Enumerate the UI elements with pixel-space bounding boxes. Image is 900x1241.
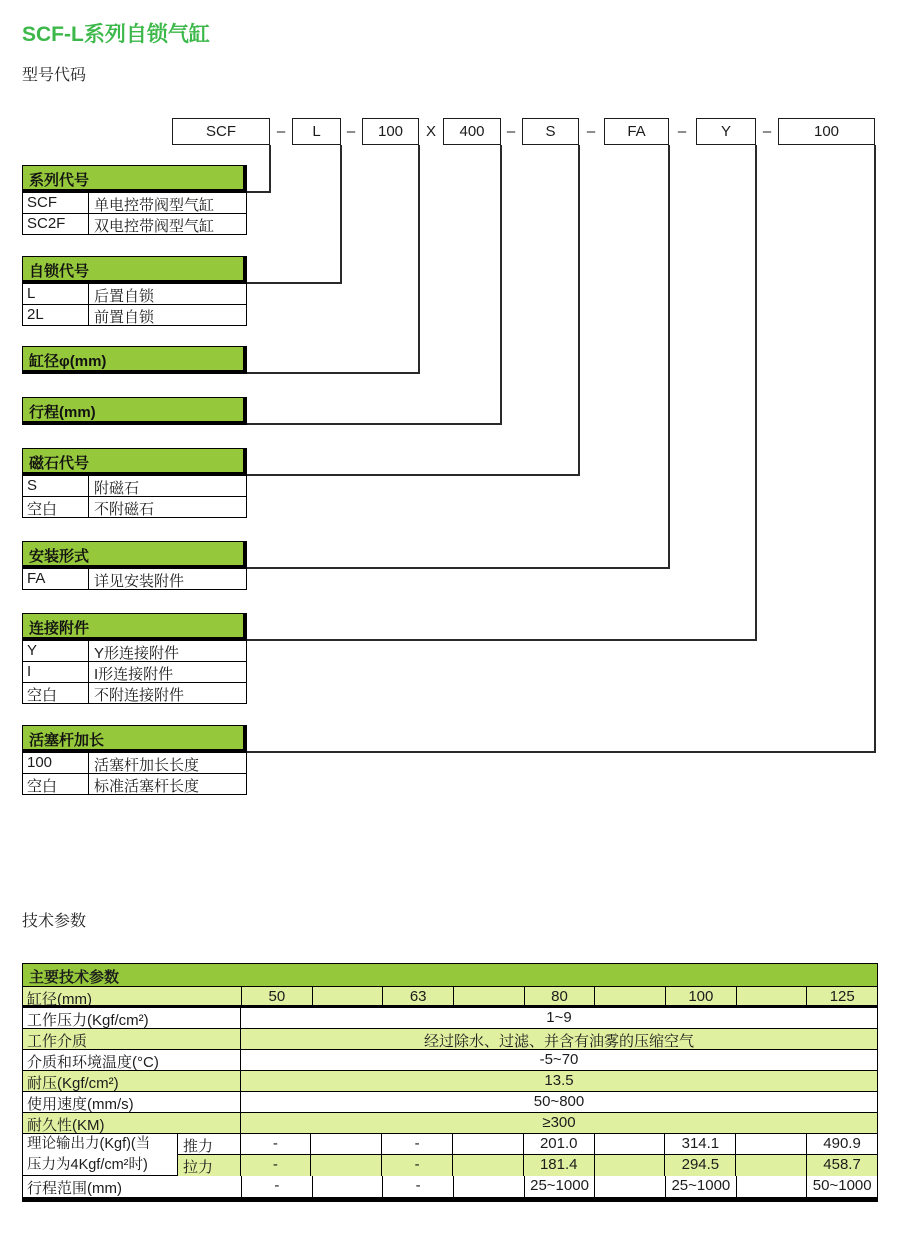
code-table-row bbox=[22, 774, 247, 795]
stroke-cell: - bbox=[382, 1176, 453, 1197]
code-cell-code: I bbox=[23, 662, 89, 682]
stroke-cell bbox=[312, 1176, 383, 1197]
model-code-separator: – bbox=[506, 123, 516, 140]
force-subrows bbox=[178, 1134, 877, 1175]
force-cell bbox=[594, 1155, 665, 1176]
code-cell-description: 不附磁石 bbox=[94, 501, 155, 518]
tech-row-diameter bbox=[23, 987, 877, 1008]
model-code-box: 400 bbox=[443, 118, 501, 145]
diameter-cell: 80 bbox=[524, 987, 595, 1005]
force-cell: 181.4 bbox=[523, 1155, 594, 1176]
connector-vertical-line bbox=[500, 145, 502, 425]
code-cell-code: FA bbox=[23, 569, 89, 589]
connector-vertical-line bbox=[269, 145, 271, 193]
sub-label: 推力 bbox=[183, 1138, 214, 1155]
force-cell bbox=[452, 1134, 523, 1154]
force-cell: 294.5 bbox=[664, 1155, 735, 1176]
force-cell bbox=[310, 1134, 381, 1154]
diameter-cell: 50 bbox=[241, 987, 312, 1005]
connector-horizontal-line bbox=[247, 639, 756, 641]
row-value: 50~800 bbox=[533, 1093, 585, 1110]
code-cell-description: 详见安装附件 bbox=[94, 573, 185, 590]
stroke-cell bbox=[453, 1176, 524, 1197]
code-cell-description: 附磁石 bbox=[94, 480, 140, 497]
force-cell: - bbox=[381, 1134, 452, 1154]
code-table-row bbox=[22, 284, 247, 305]
tech-table bbox=[22, 963, 878, 1202]
code-cell-description: 活塞杆加长长度 bbox=[94, 757, 200, 774]
section-header-bar: 活塞杆加长 bbox=[22, 725, 247, 753]
section-header-bar: 自锁代号 bbox=[22, 256, 247, 284]
force-cell: - bbox=[381, 1155, 452, 1176]
connector-horizontal-line bbox=[247, 191, 270, 193]
force-cell bbox=[452, 1155, 523, 1176]
row-label: 使用速度(mm/s) bbox=[23, 1092, 241, 1112]
model-code-box: SCF bbox=[172, 118, 270, 145]
model-code-separator: – bbox=[586, 123, 596, 140]
force-cell bbox=[735, 1134, 806, 1154]
model-code-separator: X bbox=[425, 123, 436, 140]
row-value: ≥300 bbox=[542, 1114, 576, 1131]
code-cell-code: 100 bbox=[23, 753, 89, 773]
model-code-box: S bbox=[522, 118, 579, 145]
row-value: 13.5 bbox=[544, 1072, 574, 1089]
row-label-force bbox=[23, 1134, 178, 1175]
diameter-cell bbox=[594, 987, 665, 1005]
code-cell-description: 不附连接附件 bbox=[94, 687, 185, 704]
page-title: SCF-L系列自锁气缸 bbox=[22, 23, 210, 46]
tech-row bbox=[23, 1050, 877, 1071]
code-cell-description: I形连接附件 bbox=[94, 666, 174, 683]
connector-vertical-line bbox=[755, 145, 757, 641]
row-label: 缸径(mm) bbox=[27, 991, 92, 1008]
force-label-line2: 压力为4Kgf/cm²时) bbox=[27, 1156, 148, 1173]
section-header-bar: 磁石代号 bbox=[22, 448, 247, 476]
force-cell: 201.0 bbox=[523, 1134, 594, 1154]
code-table-row bbox=[22, 683, 247, 704]
section-header-bar: 缸径φ(mm) bbox=[22, 346, 247, 374]
stroke-cell: 50~1000 bbox=[806, 1176, 877, 1197]
force-row-push bbox=[178, 1134, 877, 1155]
connector-horizontal-line bbox=[247, 372, 419, 374]
code-cell-code: Y bbox=[23, 641, 89, 661]
model-code-separator: – bbox=[346, 123, 356, 140]
connector-horizontal-line bbox=[247, 474, 579, 476]
stroke-cell bbox=[736, 1176, 807, 1197]
code-table-row bbox=[22, 569, 247, 590]
row-value: 1~9 bbox=[546, 1009, 572, 1026]
code-cell-description: 标准活塞杆长度 bbox=[94, 778, 200, 795]
connector-vertical-line bbox=[668, 145, 670, 569]
code-table-row bbox=[22, 305, 247, 326]
model-code-box: L bbox=[292, 118, 341, 145]
tech-row-force bbox=[23, 1134, 877, 1176]
model-code-box: 100 bbox=[362, 118, 419, 145]
code-table-row bbox=[22, 476, 247, 497]
force-cell: - bbox=[240, 1155, 311, 1176]
code-cell-code: L bbox=[23, 284, 89, 304]
connector-horizontal-line bbox=[247, 567, 669, 569]
row-label: 工作介质 bbox=[23, 1029, 241, 1049]
row-label: 行程范围(mm) bbox=[27, 1180, 122, 1197]
connector-vertical-line bbox=[874, 145, 876, 753]
code-cell-code: 2L bbox=[23, 305, 89, 325]
stroke-cell: 25~1000 bbox=[524, 1176, 595, 1197]
tech-row bbox=[23, 1029, 877, 1050]
force-row-pull bbox=[178, 1155, 877, 1176]
connector-vertical-line bbox=[418, 145, 420, 374]
connector-horizontal-line bbox=[247, 282, 341, 284]
stroke-cell bbox=[594, 1176, 665, 1197]
model-code-box: 100 bbox=[778, 118, 875, 145]
diameter-cell: 100 bbox=[665, 987, 736, 1005]
row-value: -5~70 bbox=[539, 1051, 579, 1068]
force-cell bbox=[735, 1155, 806, 1176]
tech-header-bar: 主要技术参数 bbox=[23, 964, 877, 987]
force-cell bbox=[310, 1155, 381, 1176]
code-cell-code: SC2F bbox=[23, 214, 89, 234]
code-table-row bbox=[22, 753, 247, 774]
diameter-cell: 125 bbox=[806, 987, 877, 1005]
section-header-bar: 行程(mm) bbox=[22, 397, 247, 425]
stroke-cell: - bbox=[241, 1176, 312, 1197]
code-cell-code: 空白 bbox=[23, 774, 89, 794]
row-label: 耐压(Kgf/cm²) bbox=[23, 1071, 241, 1091]
code-cell-description: Y形连接附件 bbox=[94, 645, 180, 662]
force-cell bbox=[594, 1134, 665, 1154]
stroke-cell: 25~1000 bbox=[665, 1176, 736, 1197]
code-table-row bbox=[22, 662, 247, 683]
code-table-row bbox=[22, 641, 247, 662]
diameter-cell bbox=[736, 987, 807, 1005]
code-table-row bbox=[22, 193, 247, 214]
code-cell-description: 单电控带阀型气缸 bbox=[94, 197, 215, 214]
model-code-box: Y bbox=[696, 118, 756, 145]
row-value: 经过除水、过滤、并含有油雾的压缩空气 bbox=[423, 1033, 694, 1050]
force-cell: 314.1 bbox=[664, 1134, 735, 1154]
section-header-bar: 系列代号 bbox=[22, 165, 247, 193]
tech-row-stroke bbox=[23, 1176, 877, 1197]
model-code-separator: – bbox=[276, 123, 286, 140]
diameter-cell bbox=[312, 987, 383, 1005]
tech-row bbox=[23, 1113, 877, 1134]
diameter-cell bbox=[453, 987, 524, 1005]
code-table-row bbox=[22, 214, 247, 235]
code-cell-description: 前置自锁 bbox=[94, 309, 155, 326]
model-code-separator: – bbox=[762, 123, 772, 140]
code-cell-description: 双电控带阀型气缸 bbox=[94, 218, 215, 235]
model-code-box: FA bbox=[604, 118, 669, 145]
connector-vertical-line bbox=[578, 145, 580, 476]
connector-vertical-line bbox=[340, 145, 342, 284]
row-label: 工作压力(Kgf/cm²) bbox=[23, 1008, 241, 1028]
connector-horizontal-line bbox=[247, 423, 501, 425]
section-header-bar: 连接附件 bbox=[22, 613, 247, 641]
force-cell: 458.7 bbox=[806, 1155, 877, 1176]
model-code-separator: – bbox=[677, 123, 687, 140]
tech-row bbox=[23, 1092, 877, 1113]
tech-params-heading: 技术参数 bbox=[22, 913, 87, 930]
diameter-cell: 63 bbox=[382, 987, 453, 1005]
model-code-heading: 型号代码 bbox=[22, 67, 87, 84]
sub-label: 拉力 bbox=[183, 1159, 214, 1176]
code-cell-code: S bbox=[23, 476, 89, 496]
force-cell: 490.9 bbox=[806, 1134, 877, 1154]
tech-row bbox=[23, 1008, 877, 1029]
code-cell-code: 空白 bbox=[23, 683, 89, 703]
code-cell-description: 后置自锁 bbox=[94, 288, 155, 305]
force-cell: - bbox=[240, 1134, 311, 1154]
tech-row bbox=[23, 1071, 877, 1092]
section-header-bar: 安装形式 bbox=[22, 541, 247, 569]
code-table-row bbox=[22, 497, 247, 518]
force-label-line1: 理论输出力(Kgf)(当 bbox=[27, 1136, 151, 1152]
code-cell-code: 空白 bbox=[23, 497, 89, 517]
connector-horizontal-line bbox=[247, 751, 875, 753]
row-label: 耐久性(KM) bbox=[23, 1113, 241, 1133]
row-label: 介质和环境温度(°C) bbox=[23, 1050, 241, 1070]
code-cell-code: SCF bbox=[23, 193, 89, 213]
